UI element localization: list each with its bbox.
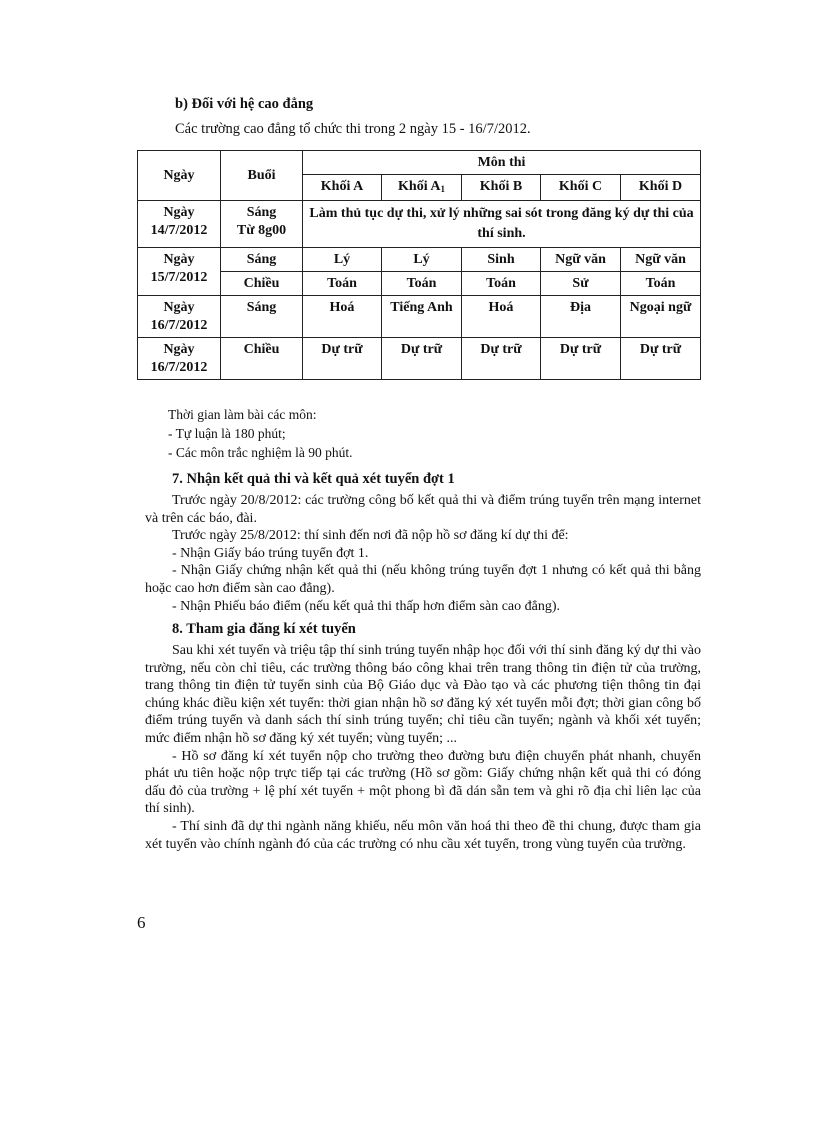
paragraph: Trước ngày 25/8/2012: thí sinh đến nơi đã nộp hồ sơ đăng kí dự thi để:: [172, 528, 569, 544]
subject-cell: Toán: [462, 272, 541, 296]
session-time: Từ 8g00: [236, 223, 287, 238]
subject-cell: Lý: [303, 248, 382, 272]
day-label: Ngày: [163, 252, 195, 267]
subject-cell: Dự trữ: [621, 338, 701, 380]
block-a1-subscript: 1: [440, 184, 445, 194]
section-7-heading: 7. Nhận kết quả thi và kết quả xét tuyển đợt 1: [172, 471, 455, 487]
day-cell: [138, 248, 221, 296]
subject-cell: Dự trữ: [462, 338, 541, 380]
subject-cell: Toán: [303, 272, 382, 296]
subject-cell: Toán: [621, 272, 701, 296]
day-date: 16/7/2012: [150, 318, 208, 333]
session-cell: Sáng: [221, 248, 303, 272]
header-block-c: Khối C: [541, 175, 621, 201]
notes-essay: - Tự luận là 180 phút;: [168, 426, 286, 441]
header-block-a1: [382, 175, 462, 201]
day-date: 15/7/2012: [150, 270, 208, 285]
exam-schedule-table: [137, 150, 701, 380]
session-cell: [221, 201, 303, 248]
subject-cell: Tiếng Anh: [382, 296, 462, 338]
exam-duration-notes: [168, 405, 352, 462]
subject-cell: Địa: [541, 296, 621, 338]
subject-cell: Dự trữ: [303, 338, 382, 380]
page-number: 6: [137, 913, 146, 932]
paragraph: - Hồ sơ đăng kí xét tuyển nộp cho trường theo đường bưu điện chuyển phát nhanh, chuyển phát ưu tiên hoặc nộp trực tiếp tại các trường (Hồ sơ gồm: Giấy chứng nhận kết quả thi có đóng dấu đỏ của trường + lệ phí xét tuyển + một phong bì đã dán sẵn tem và ghi rõ địa chỉ liên lạc của thí sinh).: [145, 748, 701, 817]
paragraph: - Nhận Phiếu báo điểm (nếu kết quả thi thấp hơn điểm sàn cao đẳng).: [172, 598, 561, 614]
preparation-note: Làm thủ tục dự thi, xử lý những sai sót trong đăng ký dự thi của thí sinh.: [303, 201, 701, 248]
section-7-body: [145, 492, 701, 615]
subject-cell: Ngoại ngữ: [621, 296, 701, 338]
session-label: Sáng: [246, 205, 277, 220]
header-row: [138, 151, 701, 175]
intro-text: Các trường cao đẳng tổ chức thi trong 2 ngày 15 - 16/7/2012.: [175, 121, 531, 137]
subject-cell: Toán: [382, 272, 462, 296]
header-block-b: Khối B: [462, 175, 541, 201]
day-cell: [138, 296, 221, 338]
table-row: [138, 201, 701, 248]
table-row: [138, 248, 701, 272]
table-row: [138, 296, 701, 338]
day-label: Ngày: [163, 205, 195, 220]
session-cell: Chiều: [221, 272, 303, 296]
paragraph: - Nhận Giấy báo trúng tuyển đợt 1.: [172, 545, 369, 561]
day-date: 16/7/2012: [150, 360, 208, 375]
section-8-heading: 8. Tham gia đăng kí xét tuyển: [172, 621, 356, 637]
day-cell: [138, 201, 221, 248]
section-8-body: [145, 642, 701, 853]
session-cell: Sáng: [221, 296, 303, 338]
subject-cell: Dự trữ: [541, 338, 621, 380]
day-label: Ngày: [163, 300, 195, 315]
table-row: [138, 338, 701, 380]
header-block-a: Khối A: [303, 175, 382, 201]
header-day: Ngày: [138, 151, 221, 201]
notes-mcq: - Các môn trắc nghiệm là 90 phút.: [168, 445, 353, 460]
paragraph: Trước ngày 20/8/2012: các trường công bố kết quả thi và điểm trúng tuyển trên mạng internet và trên các báo, đài.: [145, 493, 701, 526]
subject-cell: Ngữ văn: [621, 248, 701, 272]
header-block-d: Khối D: [621, 175, 701, 201]
subject-cell: Hoá: [303, 296, 382, 338]
paragraph: Sau khi xét tuyển và triệu tập thí sinh trúng tuyển nhập học đối với thí sinh đăng ký dự thi vào trường, nếu còn chỉ tiêu, các trường thông báo công khai trên trang thông tin điện tử của trường, trang thông tin điện tử tuyển sinh của Bộ Giáo dục và Đào tạo và các phương tiện thông tin đại chúng khác điều kiện xét tuyển: thời gian nhận hồ sơ đăng ký xét tuyển mỗi đợt; thời gian công bố điểm trúng tuyển và danh sách thí sinh trúng tuyển; chỉ tiêu cần tuyển; ngành và khối xét tuyển; mức điểm nhận hồ sơ đăng ký xét tuyển; vùng tuyển; ...: [145, 643, 701, 746]
header-subject: Môn thi: [303, 151, 701, 175]
day-date: 14/7/2012: [150, 223, 208, 238]
section-b-heading: b) Đối với hệ cao đẳng: [175, 96, 314, 112]
paragraph: - Nhận Giấy chứng nhận kết quả thi (nếu không trúng tuyển đợt 1 nhưng có kết quả thi bằng hoặc cao hơn điểm sàn cao đẳng).: [145, 563, 701, 596]
day-label: Ngày: [163, 342, 195, 357]
block-a1-label: Khối A: [398, 179, 441, 194]
paragraph: - Thí sinh đã dự thi ngành năng khiếu, nếu môn văn hoá thi theo đề thi chung, được tham gia xét tuyển vào chính ngành đó của các trường có nhu cầu xét tuyển, trong vùng tuyển của trường.: [145, 818, 701, 852]
table-row: [138, 272, 701, 296]
notes-title: Thời gian làm bài các môn:: [168, 407, 317, 422]
subject-cell: Lý: [382, 248, 462, 272]
subject-cell: Ngữ văn: [541, 248, 621, 272]
subject-cell: Dự trữ: [382, 338, 462, 380]
subject-cell: Sử: [541, 272, 621, 296]
subject-cell: Hoá: [462, 296, 541, 338]
session-cell: Chiều: [221, 338, 303, 380]
subject-cell: Sinh: [462, 248, 541, 272]
day-cell: [138, 338, 221, 380]
header-session: Buổi: [221, 151, 303, 201]
